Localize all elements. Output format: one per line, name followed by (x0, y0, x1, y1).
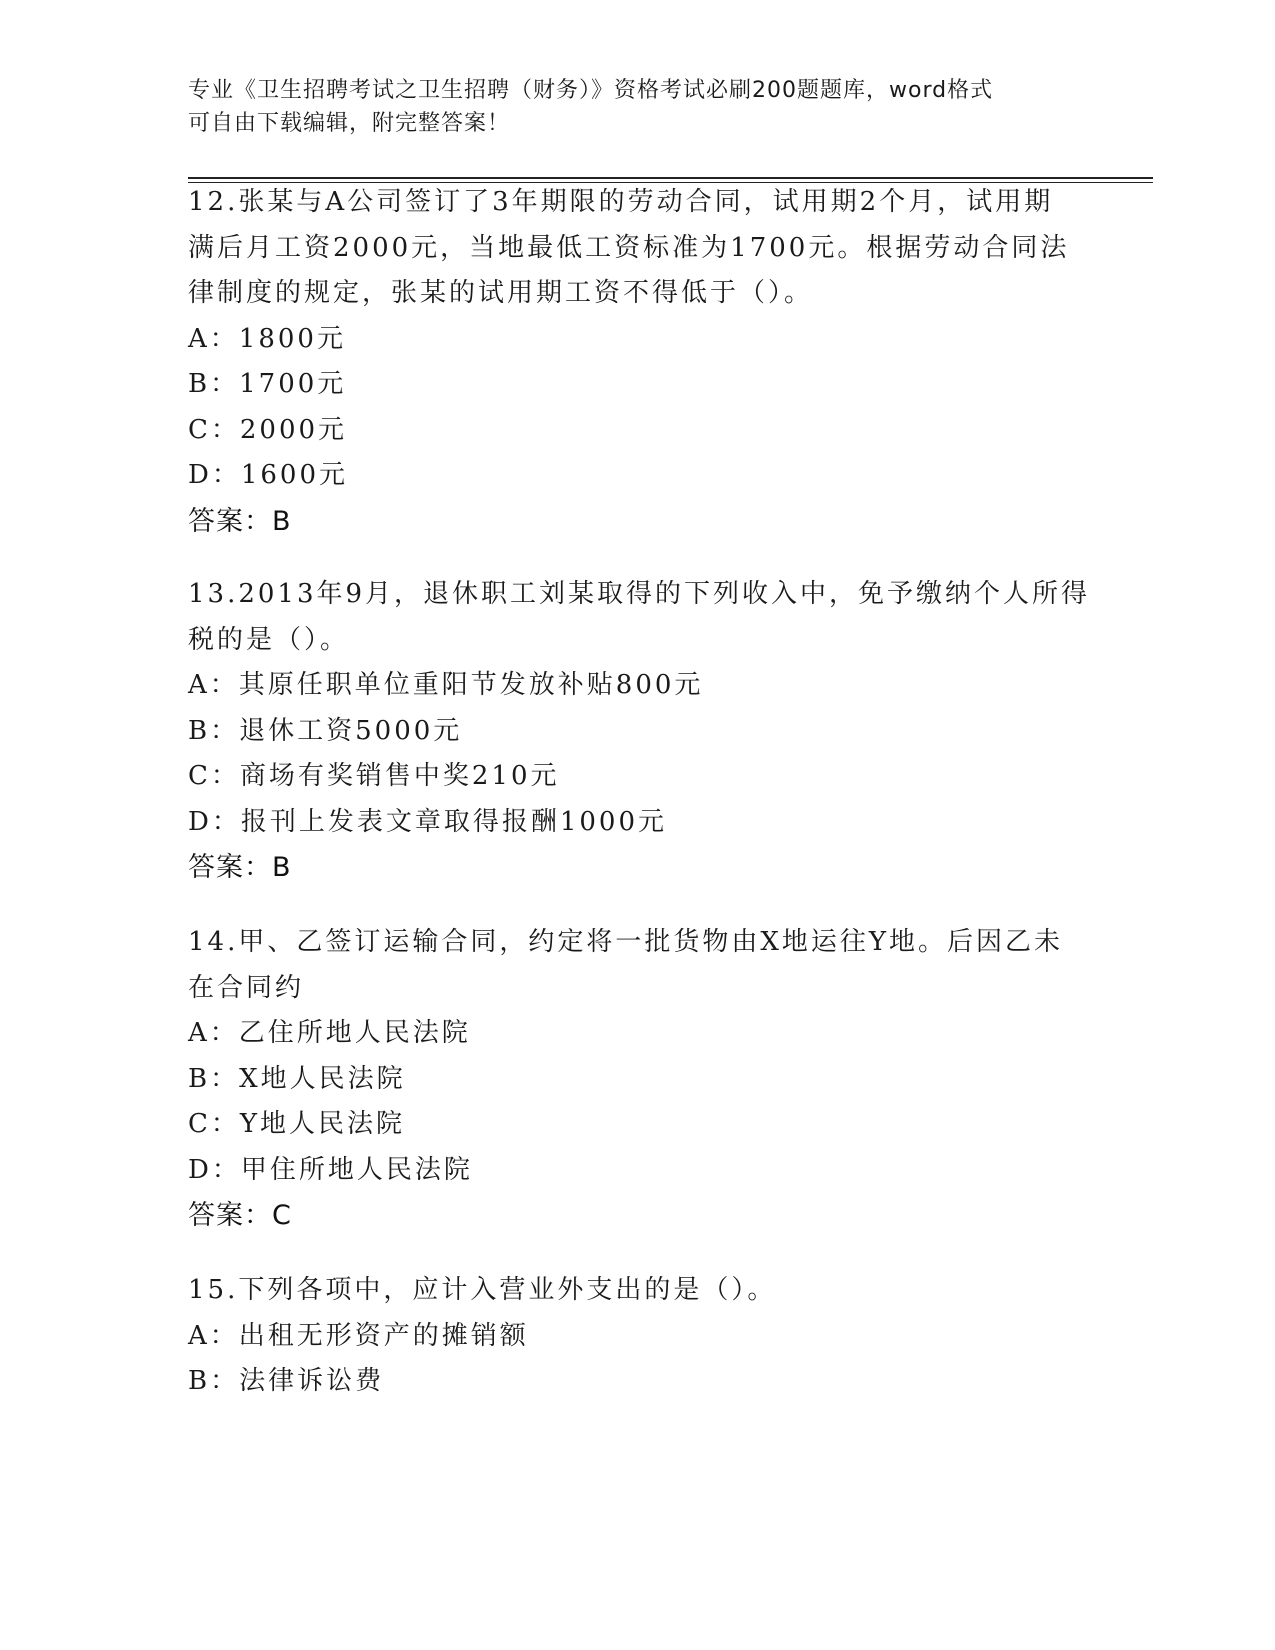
option-a: A：乙住所地人民法院 (188, 1018, 471, 1048)
question-13 (188, 572, 1091, 891)
question-stem-line: 13.2013年9月，退休职工刘某取得的下列收入中，免予缴纳个人所得 (188, 579, 1091, 609)
option-d: D：报刊上发表文章取得报酬1000元 (188, 806, 668, 837)
answer: 答案：B (188, 852, 292, 883)
header-line-2: 可自由下载编辑，附完整答案！ (188, 111, 511, 136)
header-line-1: 专业《卫生招聘考试之卫生招聘（财务）》资格考试必刷200题题库，word格式 (188, 78, 994, 103)
document-header (188, 74, 1068, 140)
answer: 答案：C (188, 1200, 292, 1231)
option-a: A：其原任职单位重阳节发放补贴800元 (188, 670, 704, 700)
question-stem-line: 在合同约 (188, 972, 305, 1003)
question-stem-line: 满后月工资2000元，当地最低工资标准为1700元。根据劳动合同法 (188, 232, 1070, 263)
option-d: D：1600元 (188, 460, 349, 490)
option-c: C：Y地人民法院 (188, 1109, 406, 1139)
question-stem-line: 律制度的规定，张某的试用期工资不得低于（）。 (188, 278, 814, 308)
option-d: D：甲住所地人民法院 (188, 1154, 473, 1185)
option-b: B：退休工资5000元 (188, 715, 463, 746)
question-12 (188, 180, 1088, 544)
question-stem-line: 税的是（）。 (188, 624, 350, 655)
option-b: B：X地人民法院 (188, 1063, 406, 1094)
answer: 答案：B (188, 505, 292, 537)
question-stem-line: 14.甲、乙签订运输合同，约定将一批货物由X地运往Y地。后因乙未 (188, 927, 1064, 957)
option-b: B：法律诉讼费 (188, 1366, 385, 1396)
question-stem-line: 15.下列各项中，应计入营业外支出的是（）。 (188, 1275, 777, 1305)
option-b: B：1700元 (188, 369, 347, 399)
option-c: C：商场有奖销售中奖210元 (188, 761, 560, 791)
option-c: C：2000元 (188, 414, 348, 445)
option-a: A：1800元 (188, 323, 346, 354)
question-14 (188, 920, 1088, 1239)
option-a: A：出租无形资产的摊销额 (188, 1320, 529, 1351)
header-divider-thick (188, 177, 1153, 179)
question-stem-line: 12.张某与A公司签订了3年期限的劳动合同，试用期2个月，试用期 (188, 187, 1054, 217)
question-15 (188, 1268, 1088, 1405)
